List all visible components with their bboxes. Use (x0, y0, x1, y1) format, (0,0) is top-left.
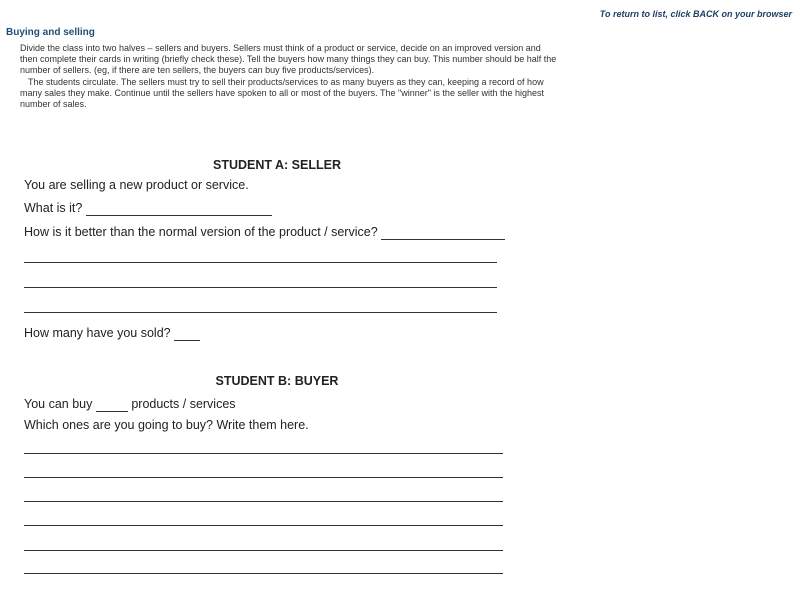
answer-line[interactable] (24, 550, 503, 551)
answer-line[interactable] (24, 312, 497, 313)
answer-line[interactable] (24, 453, 503, 454)
how-better-row (24, 225, 505, 240)
seller-heading: STUDENT A: SELLER (212, 158, 341, 172)
answer-line[interactable] (24, 573, 503, 574)
back-hint: To return to list, click BACK on your browser (599, 9, 792, 19)
answer-line[interactable] (24, 477, 503, 478)
answer-line[interactable] (24, 262, 497, 263)
can-buy-label: You can buy (24, 397, 93, 411)
answer-line[interactable] (24, 501, 503, 502)
instructions-paragraph-1: Divide the class into two halves – sellers and buyers. Sellers must think of a product or service, decide on an improved version and then complete their cards in writing (briefly check these). Tell the buyers how many things they can buy. This number should be half the number of sellers. (eg, if there are ten sellers, the buyers can buy five products/services). (20, 43, 557, 76)
instructions (20, 43, 560, 110)
can-buy-blank[interactable] (96, 397, 128, 412)
what-is-it-label: What is it? (24, 201, 83, 215)
seller-intro: You are selling a new product or service. (24, 178, 249, 192)
which-ones-label: Which ones are you going to buy? Write them here. (24, 418, 309, 432)
can-buy-row (24, 397, 236, 412)
page-title: Buying and selling (6, 27, 95, 38)
how-better-label: How is it better than the normal version of the product / service? (24, 225, 378, 239)
what-is-it-blank[interactable] (86, 201, 272, 216)
sold-row (24, 326, 200, 341)
what-is-it-row (24, 201, 272, 216)
sold-blank[interactable] (174, 326, 200, 341)
answer-line[interactable] (24, 287, 497, 288)
instructions-paragraph-2: The students circulate. The sellers must try to sell their products/services to as many buyers as they can, keeping a record of how many sales they make. Continue until the sellers have spoken to all or most of the buyers. The "winner" is the seller with the highest number of sales. (20, 76, 544, 110)
can-buy-suffix: products / services (131, 397, 236, 411)
buyer-heading: STUDENT B: BUYER (215, 374, 339, 388)
answer-line[interactable] (24, 525, 503, 526)
how-better-blank[interactable] (381, 225, 505, 240)
sold-label: How many have you sold? (24, 326, 171, 340)
